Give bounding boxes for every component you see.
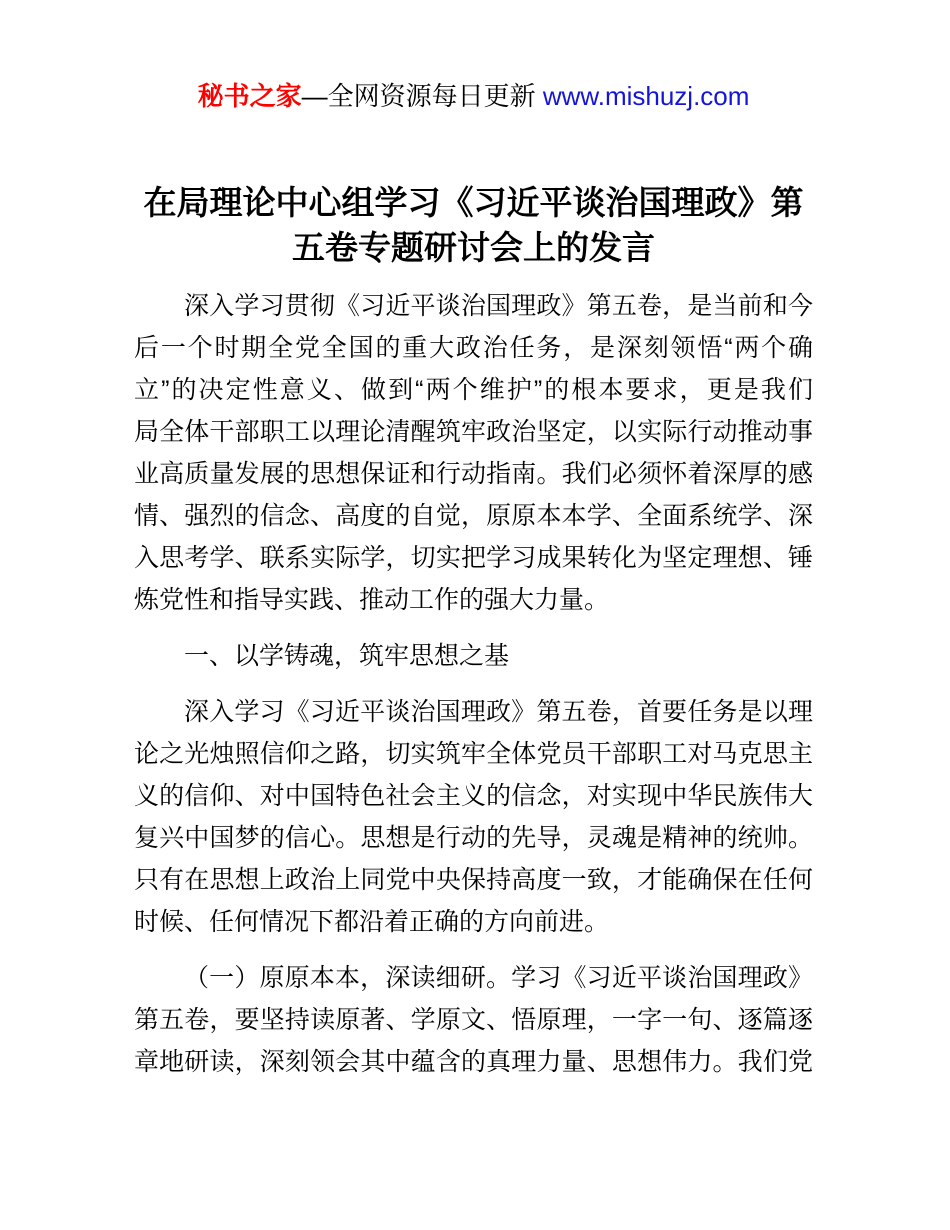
banner-dash: — [301,81,328,111]
paragraph-line: 业高质量发展的思想保证和行动指南。我们必须怀着深厚的感 [134,460,813,488]
title-line-1: 在局理论中心组学习《习近平谈治国理政》第 [143,184,804,221]
paragraph-line: 时候、任何情况下都沿着正确的方向前进。 [134,908,610,936]
paragraph-line: 章地研读，深刻领会其中蕴含的真理力量、思想伟力。我们党 [134,1048,813,1076]
paragraph-line: 深入学习贯彻《习近平谈治国理政》第五卷，是当前和今 [184,292,813,320]
paragraph-line: 情、强烈的信念、高度的自觉，原原本本学、全面系统学、深 [134,502,813,530]
paragraph-line: 深入学习《习近平谈治国理政》第五卷，首要任务是以理 [184,698,813,726]
paragraph-intro [134,285,813,621]
paragraph-section1 [134,691,813,943]
paragraph-line: 论之光烛照信仰之路，切实筑牢全体党员干部职工对马克思主 [134,740,813,768]
paragraph-line: 立”的决定性意义、做到“两个维护”的根本要求，更是我们 [134,376,813,404]
paragraph-line: 局全体干部职工以理论清醒筑牢政治坚定，以实际行动推动事 [134,418,813,446]
document-title [134,180,813,270]
site-brand: 秘书之家 [197,81,302,111]
paragraph-line: 炼党性和指导实践、推动工作的强大力量。 [134,586,610,614]
paragraph-line: 入思考学、联系实际学，切实把学习成果转化为坚定理想、锤 [134,544,813,572]
paragraph-line: 第五卷，要坚持读原著、学原文、悟原理，一字一句、逐篇逐 [134,1006,813,1034]
paragraph-line: 只有在思想上政治上同党中央保持高度一致，才能确保在任何 [134,866,813,894]
banner-tagline: 全网资源每日更新 [327,81,536,111]
paragraph-line: 义的信仰、对中国特色社会主义的信念，对实现中华民族伟大 [134,782,813,810]
document-body [134,285,813,1083]
section-heading-1 [134,635,813,677]
section-heading-text: 一、以学铸魂，筑牢思想之基 [184,642,510,670]
site-banner [134,78,813,114]
paragraph-line: 复兴中国梦的信心。思想是行动的先导，灵魂是精神的统帅。 [134,824,813,852]
paragraph-line: （一）原原本本，深读细研。学习《习近平谈治国理政》 [184,964,813,992]
title-line-2: 五卷专题研讨会上的发言 [292,229,655,266]
paragraph-subpoint-1 [134,957,813,1083]
site-url-link[interactable]: www.mishuzj.com [542,81,750,111]
paragraph-line: 后一个时期全党全国的重大政治任务，是深刻领悟“两个确 [134,334,813,362]
